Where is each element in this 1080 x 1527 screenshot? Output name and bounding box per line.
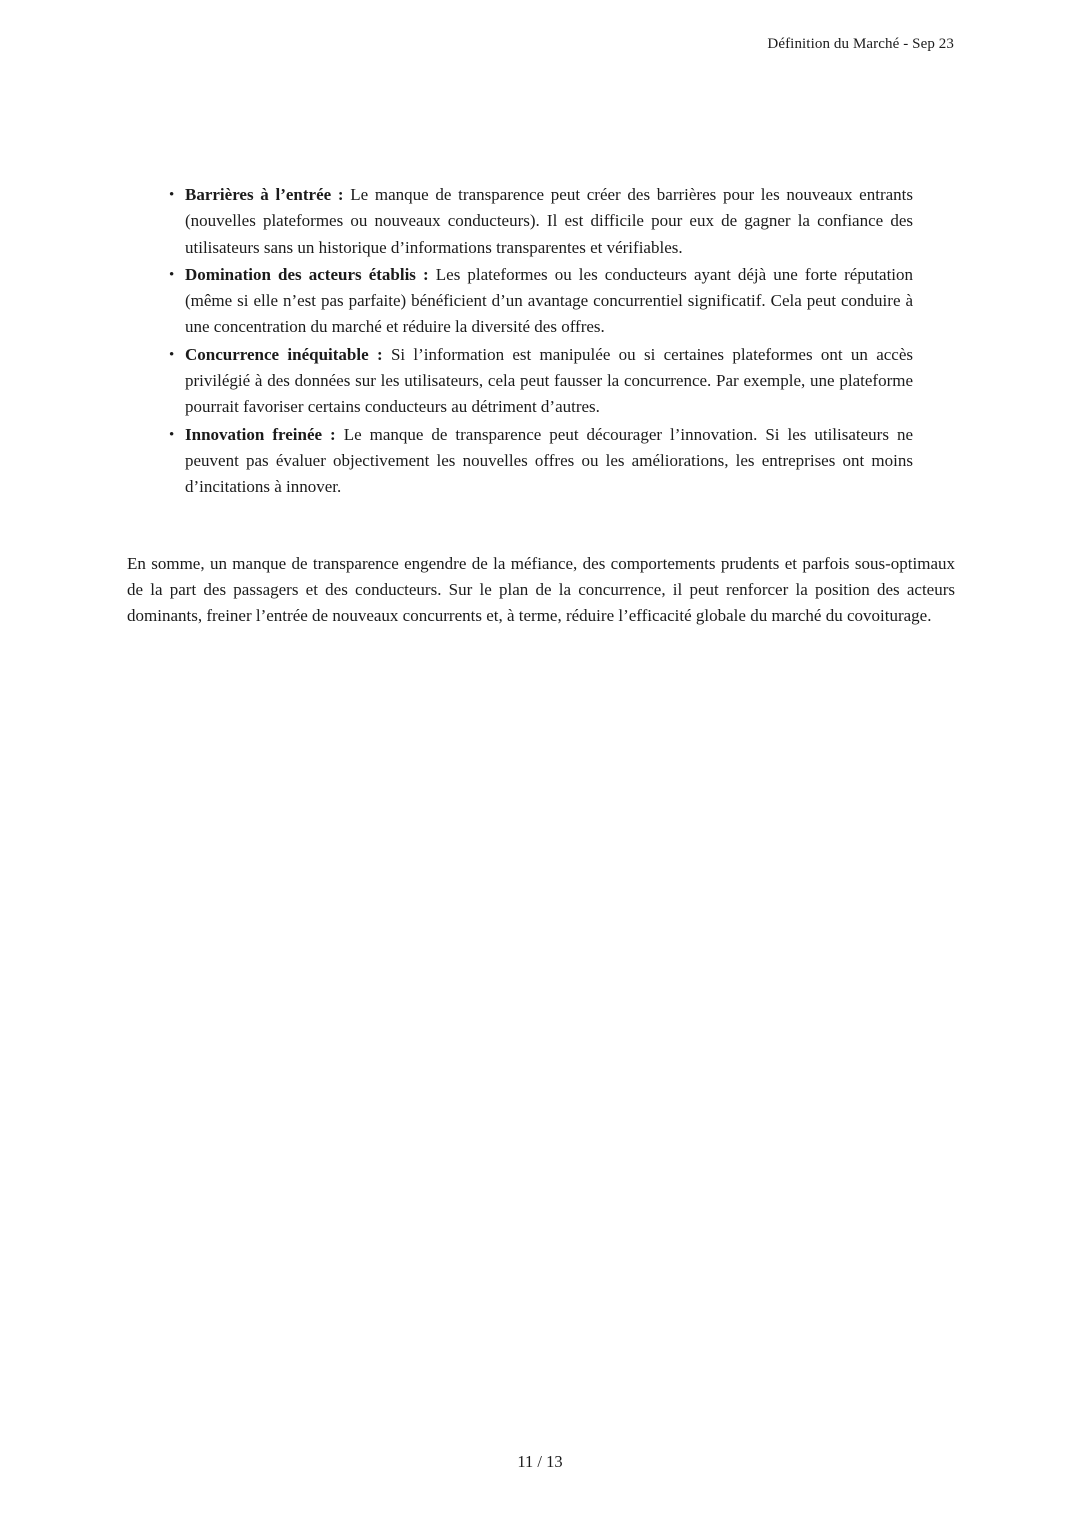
list-item (169, 342, 913, 421)
list-item (169, 422, 913, 501)
list-item (169, 262, 914, 341)
bullet-icon: • (169, 187, 175, 203)
page-content (127, 182, 955, 629)
bullet-bold-label: Domination des acteurs établis : (185, 264, 429, 284)
page-number: 11 / 13 (517, 1452, 563, 1471)
bullet-bold-label: Innovation freinée : (185, 424, 336, 444)
page-header (767, 36, 954, 53)
bullet-icon: • (169, 346, 175, 363)
bullet-bold-label: Concurrence inéquitable : (185, 344, 383, 364)
closing-paragraph: En somme, un manque de transparence engendre de la méfiance, des comportements prudents et parfois sous-optimaux de la part des passagers et des conducteurs. Sur le plan de la concurrence, il peut renforcer la position des acteurs dominants, freiner l’entrée de nouveaux concurrents et, à terme, réduire l’efficacité globale du marché du covoiturage. (127, 553, 955, 626)
bullet-text: Les plateformes ou les conducteurs ayant déjà une forte réputation (même si elle n’est pas parfaite) bénéficient d’un avantage concurrentiel significatif. Cela peut conduire à une concentration du marché et réduire la diversité des offres. (185, 264, 914, 337)
bullet-list (127, 182, 955, 501)
bullet-bold-label: Barrières à l’entrée : (185, 185, 344, 204)
bullet-text: Le manque de transparence peut créer des barrières pour les nouveaux entrants (nouvelles plateformes ou nouveaux conducteurs). Il est difficile pour eux de gagner la confiance des utilisateurs sans un historique d’informations transparentes et vérifiables. (185, 185, 914, 257)
bullet-text: Si l’information est manipulée ou si certaines plateformes ont un accès privilégié à des données sur les utilisateurs, cela peut fausser la concurrence. Par exemple, une plateforme pourrait favoriser certains conducteurs au détriment d’autres. (185, 344, 913, 417)
bullet-text: Le manque de transparence peut décourager l’innovation. Si les utilisateurs ne peuvent pas évaluer objectivement les nouvelles offres ou les améliorations, les entreprises ont moins d’incitations à innover. (185, 424, 913, 497)
bullet-icon: • (169, 266, 175, 283)
page-footer (0, 1452, 1080, 1472)
bullet-icon: • (169, 426, 175, 443)
list-item (169, 182, 914, 261)
header-title: Définition du Marché - Sep 23 (767, 36, 954, 52)
